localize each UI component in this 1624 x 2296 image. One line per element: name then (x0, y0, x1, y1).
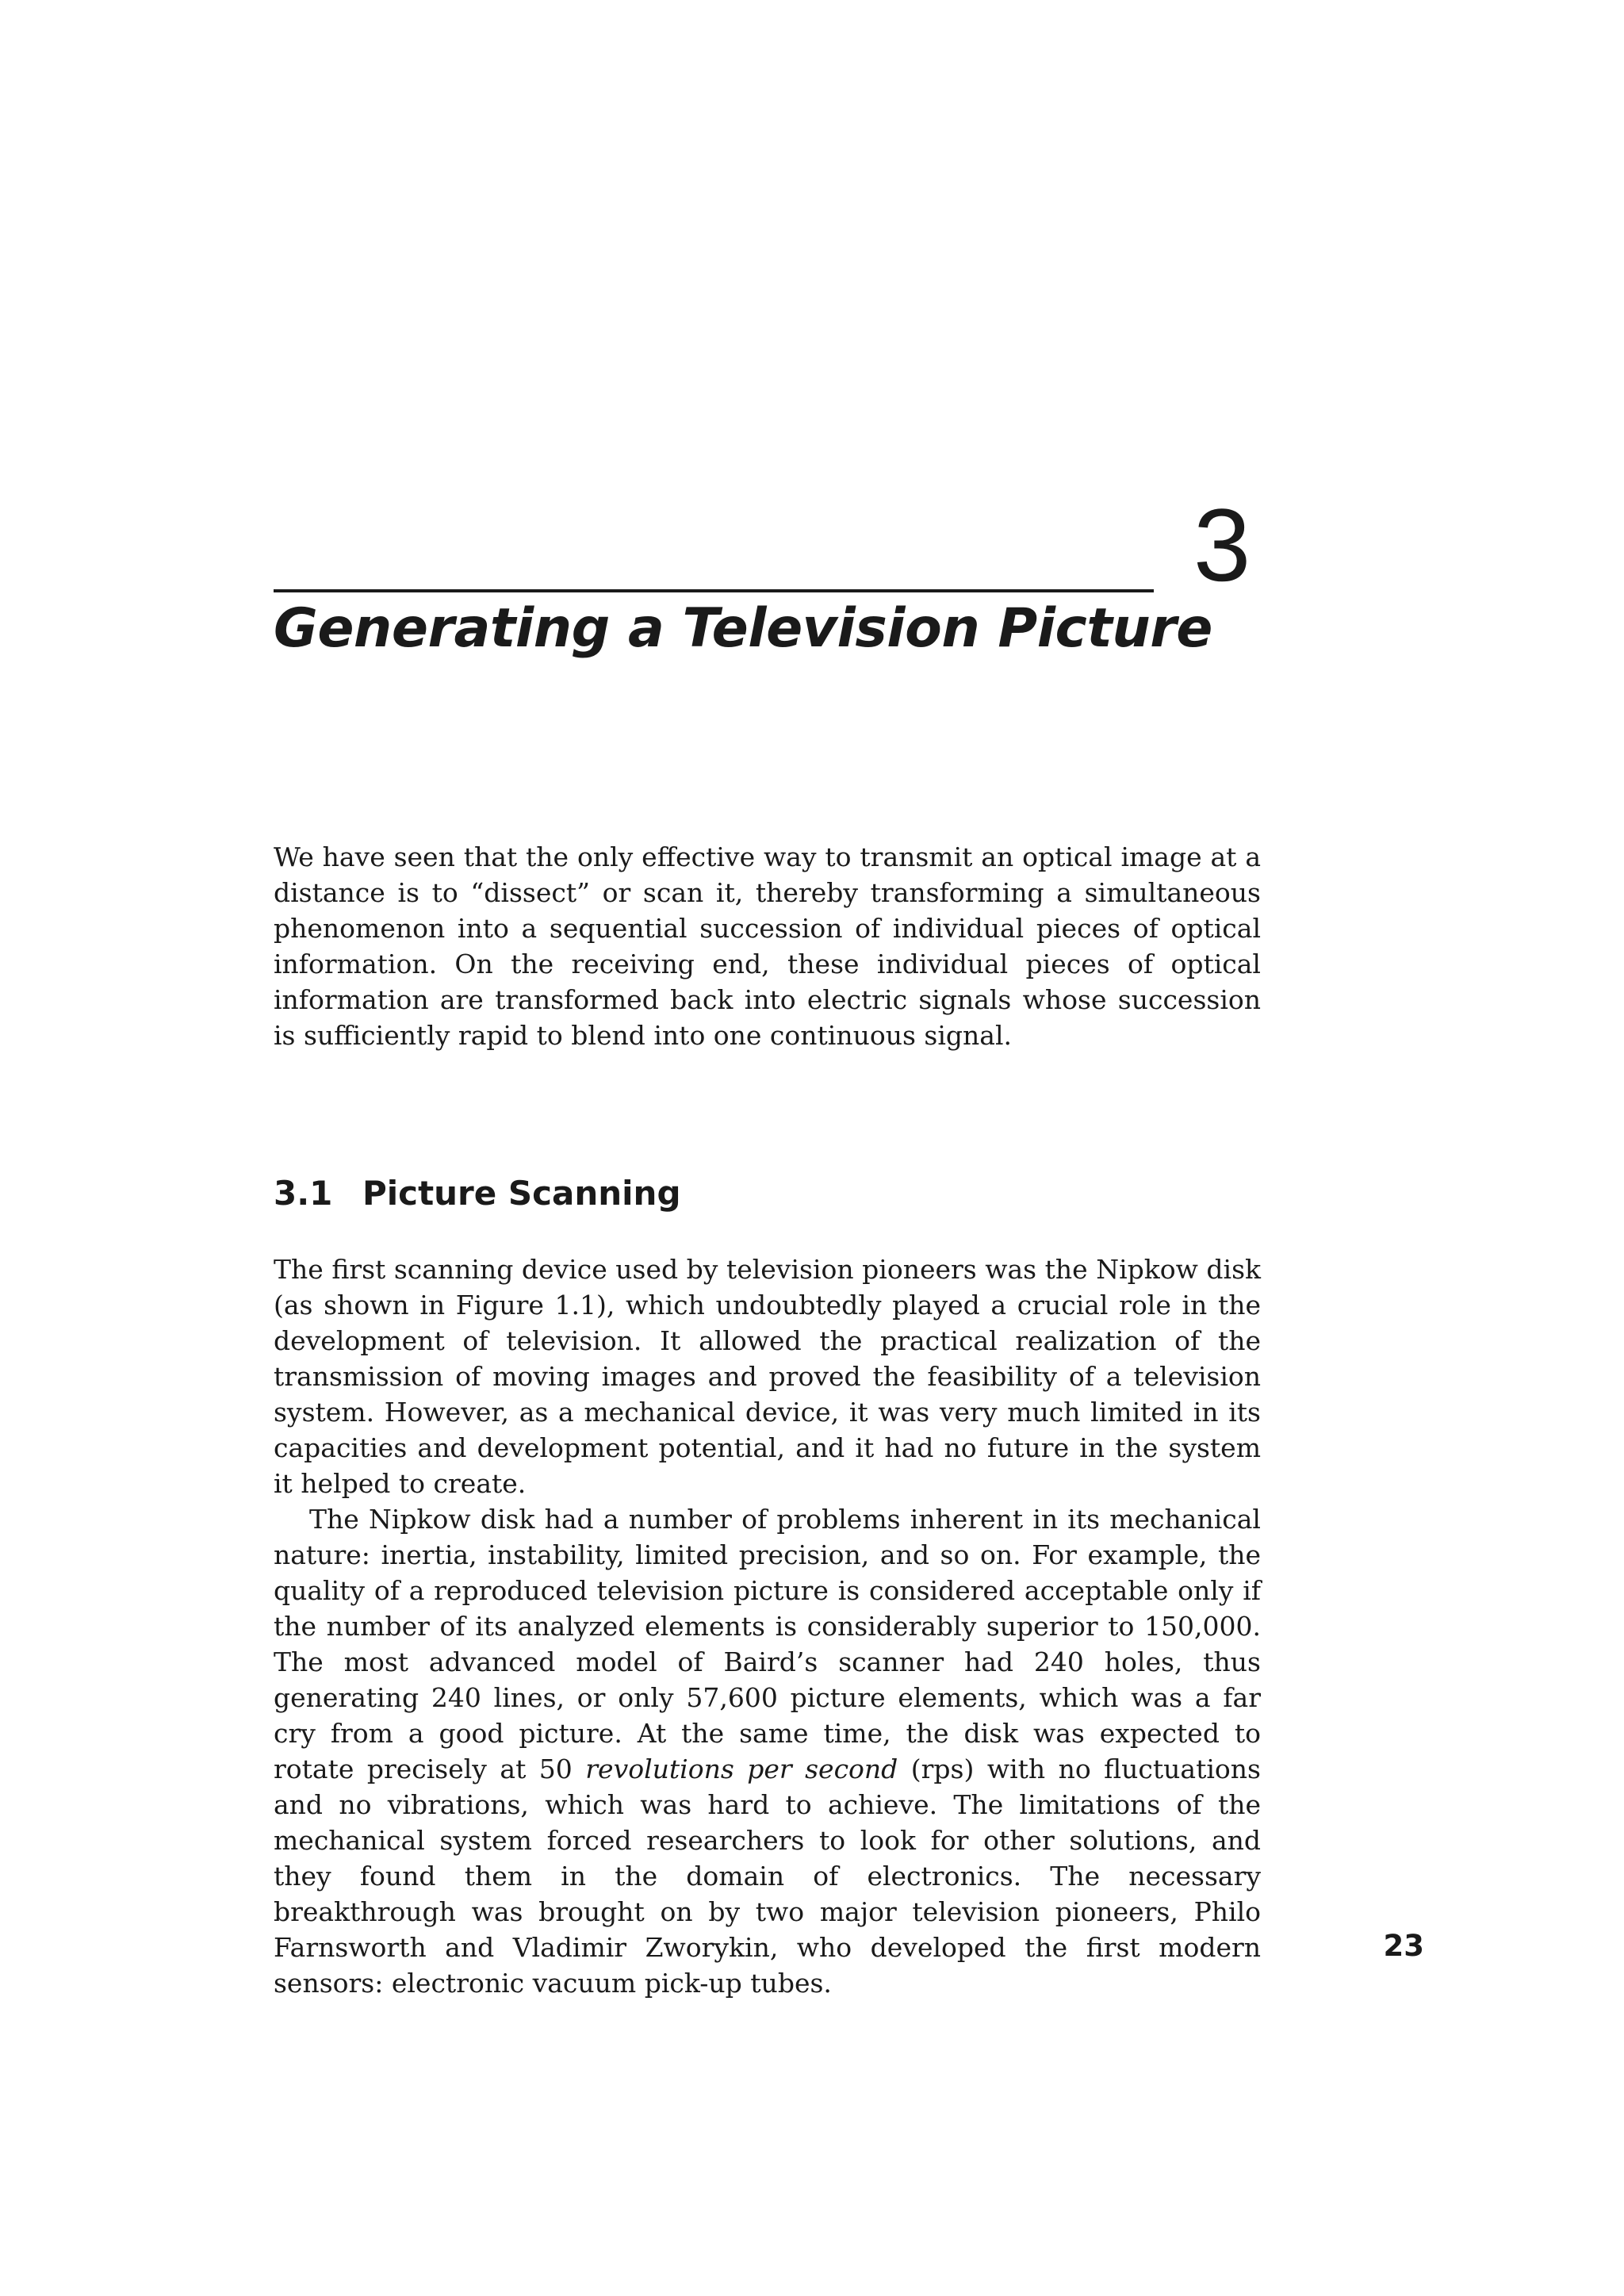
section-heading (274, 1174, 681, 1213)
intro-section (274, 839, 1261, 1053)
intro-paragraph: We have seen that the only effective way to transmit an optical image at a distance is to “dissect” or scan it, thereby transforming a simultaneous phenomenon into a sequential succession of individual pieces of optical information. On the receiving end, these individual pieces of optical information are transformed back into electric signals whose succession is sufficiently rapid to blend into one continuous signal. (274, 841, 1261, 1051)
section-title: Picture Scanning (362, 1174, 681, 1213)
page-number: 23 (1383, 1929, 1424, 1963)
chapter-title: Generating a Television Picture (274, 597, 1212, 660)
paragraph-2-text-end: (rps) with no fluctuations and no vibrations, which was hard to achieve. The limitations of the mechanical system forced researchers to look for other solutions, and they found them in the domain of electronics. The necessary breakthrough was brought on by two major television pioneers, Philo Farnsworth and Vladimir Zworykin, who developed the first modern sensors: electronic vacuum pick-up tubes. (274, 1754, 1261, 1999)
section-paragraph-1: The first scanning device used by television pioneers was the Nipkow disk (as shown in Figure 1.1), which undoubtedly played a crucial role in the development of television. It allowed the practical realization of the transmission of moving images and proved the feasibility of a television system. However, as a mechanical device, it was very much limited in its capacities and development potential, and it had no future in the system it helped to create. (274, 1254, 1261, 1499)
section-body (274, 1251, 1261, 2001)
chapter-number: 3 (1193, 487, 1251, 603)
section-number: 3.1 (274, 1174, 333, 1213)
section-paragraph-2 (274, 1501, 1261, 2001)
paragraph-2-emphasis: revolutions per second (585, 1754, 898, 1784)
chapter-rule (274, 589, 1154, 592)
paragraph-2-text-start: The Nipkow disk had a number of problems inherent in its mechanical nature: inertia, instability, limited precision, and so on. For example, the quality of a reproduced television picture is considered acceptable only if the number of its analyzed elements is considerably superior to 150,000. The most advanced model of Baird’s scanner had 240 holes, thus generating 240 lines, or only 57,600 picture elements, which was a far cry from a good picture. At the same time, the disk was expected to rotate precisely at 50 (274, 1504, 1261, 1784)
